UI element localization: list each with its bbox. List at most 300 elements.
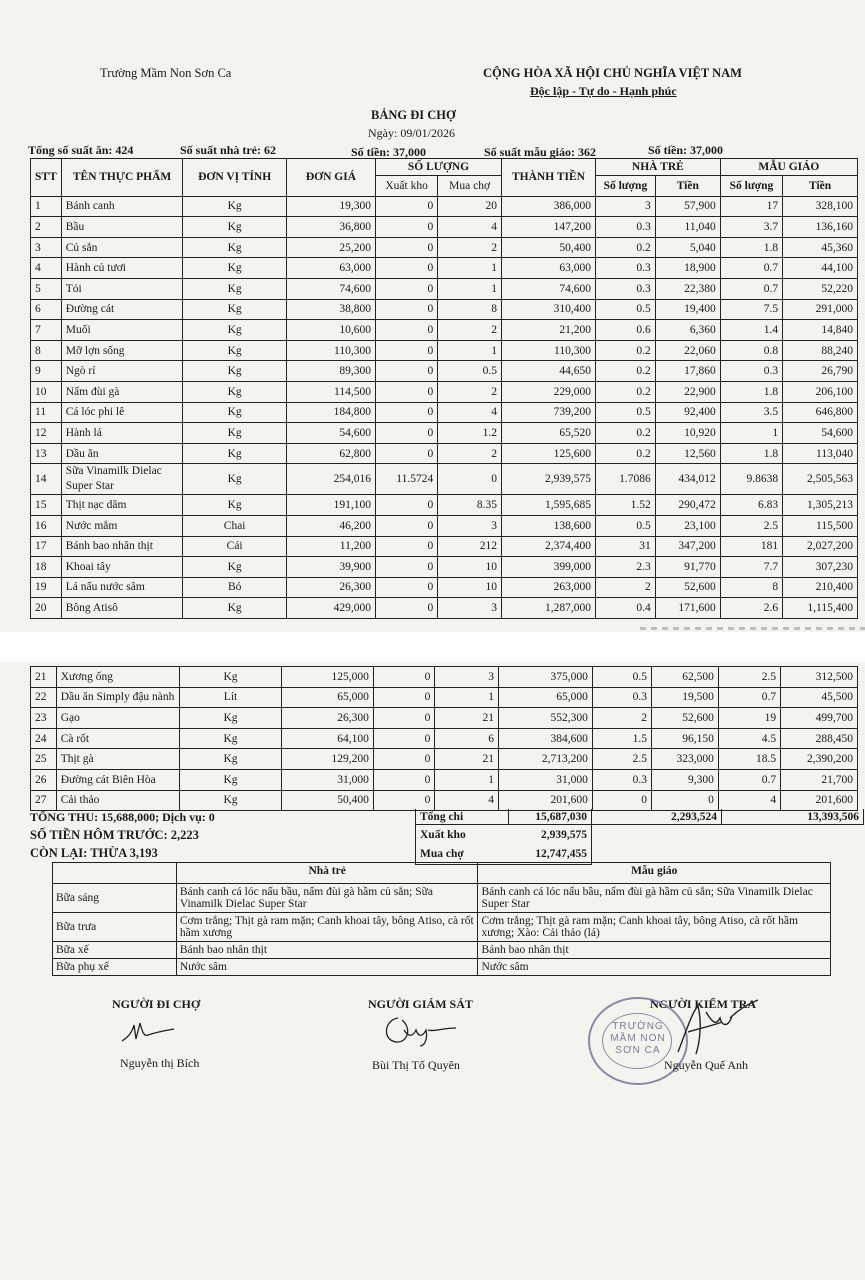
row-amount: 21,200 [501,320,595,341]
row-unit: Cái [183,536,287,557]
row-price: 254,016 [286,464,375,495]
nursery-price: Số tiền: 37,000 [351,145,426,159]
row-buy: 4 [438,217,502,238]
row-amount: 125,600 [501,443,595,464]
row-kinder-qty: 1 [720,423,782,444]
row-stt: 24 [31,728,57,749]
table-row [31,536,858,557]
row-export: 0 [376,577,438,598]
row-amount: 44,650 [501,361,595,382]
row-name: Bông Atisô [61,598,183,619]
row-stt: 20 [31,598,62,619]
row-export: 0 [376,557,438,578]
row-buy: 10 [438,557,502,578]
table-row [31,443,858,464]
row-stt: 16 [31,515,62,536]
row-kinder-money: 45,500 [781,687,858,708]
meal-nursery: Cơm trắng; Thịt gà ram mặn; Canh khoai tây, bông Atiso, cà rốt hầm xương [176,913,478,942]
row-unit: Kg [183,196,287,217]
row-kinder-money: 2,027,200 [783,536,858,557]
row-name: Củ sắn [61,237,183,258]
row-price: 429,000 [286,598,375,619]
row-name: Muối [61,320,183,341]
header-quantity: SỐ LƯỢNG [376,159,502,176]
row-buy: 1 [438,278,502,299]
row-price: 191,100 [286,495,375,516]
row-kinder-qty: 181 [720,536,782,557]
row-stt: 7 [31,320,62,341]
row-nursery-money: 22,900 [655,381,720,402]
row-kinder-qty: 7.5 [720,299,782,320]
meal-label: Bữa sáng [53,884,177,913]
row-amount: 263,000 [501,577,595,598]
row-nursery-qty: 0.4 [595,598,655,619]
row-export: 0 [376,402,438,423]
row-name: Thịt nạc dăm [61,495,183,516]
header-export: Xuất kho [376,176,438,197]
row-kinder-money: 113,040 [783,443,858,464]
row-amount: 65,000 [499,687,593,708]
row-nursery-qty: 2 [595,577,655,598]
row-buy: 3 [438,515,502,536]
row-price: 26,300 [282,708,374,729]
row-unit: Kg [183,217,287,238]
row-export: 0 [376,340,438,361]
row-nursery-qty: 0 [592,790,651,811]
table-row [31,687,858,708]
table-row [31,196,858,217]
row-amount: 1,595,685 [501,495,595,516]
table-row [31,749,858,770]
row-stt: 8 [31,340,62,361]
row-export: 0 [376,536,438,557]
row-unit: Kg [183,402,287,423]
row-export: 0 [376,495,438,516]
row-nursery-qty: 0.3 [595,278,655,299]
row-nursery-qty: 0.5 [595,515,655,536]
row-price: 184,800 [286,402,375,423]
meal-label: Bữa xế [53,942,177,959]
header-price: ĐƠN GIÁ [286,159,375,197]
row-nursery-money: 91,770 [655,557,720,578]
row-kinder-qty: 1.8 [720,443,782,464]
row-kinder-qty: 3.7 [720,217,782,238]
row-kinder-qty: 3.5 [720,402,782,423]
row-buy: 4 [438,402,502,423]
row-stt: 4 [31,258,62,279]
row-export: 0 [376,361,438,382]
row-export: 0 [373,749,434,770]
header-buy: Mua chợ [438,176,502,197]
row-kinder-qty: 18.5 [718,749,780,770]
row-export: 0 [373,667,434,688]
table-row [31,464,858,495]
table-row [31,340,858,361]
row-kinder-qty: 4.5 [718,728,780,749]
meal-header-kinder: Mẫu giáo [478,863,831,884]
row-buy: 3 [438,598,502,619]
previous-balance: SỐ TIỀN HÔM TRƯỚC: 2,223 [30,828,199,842]
row-name: Nước mắm [61,515,183,536]
row-kinder-qty: 1.4 [720,320,782,341]
row-amount: 138,600 [501,515,595,536]
row-stt: 14 [31,464,62,495]
table-row [31,320,858,341]
row-export: 0 [376,258,438,279]
row-amount: 63,000 [501,258,595,279]
row-unit: Kg [183,423,287,444]
row-nursery-money: 22,380 [655,278,720,299]
row-price: 125,000 [282,667,374,688]
buyer-signature [118,1015,178,1045]
row-unit: Kg [183,464,287,495]
row-amount: 110,300 [501,340,595,361]
export-value: 2,939,575 [509,825,592,845]
row-stt: 2 [31,217,62,238]
row-export: 0 [373,687,434,708]
row-nursery-qty: 0.2 [595,340,655,361]
header-name: TÊN THỰC PHẨM [61,159,183,197]
row-amount: 552,300 [499,708,593,729]
row-kinder-qty: 2.6 [720,598,782,619]
food-table [30,158,858,619]
meal-nursery: Bánh bao nhân thịt [176,942,478,959]
row-nursery-qty: 0.3 [592,687,651,708]
row-nursery-qty: 0.5 [595,402,655,423]
row-name: Bánh canh [61,196,183,217]
row-kinder-money: 312,500 [781,667,858,688]
row-nursery-qty: 0.2 [595,423,655,444]
row-export: 11.5724 [376,464,438,495]
row-amount: 74,600 [501,278,595,299]
row-buy: 3 [435,667,499,688]
table-row [31,381,858,402]
school-name: Trường Mầm Non Sơn Ca [100,66,232,80]
row-export: 0 [376,237,438,258]
table-row [31,515,858,536]
row-amount: 1,287,000 [501,598,595,619]
row-kinder-money: 88,240 [783,340,858,361]
row-price: 46,200 [286,515,375,536]
row-stt: 5 [31,278,62,299]
row-kinder-qty: 1.8 [720,381,782,402]
row-buy: 6 [435,728,499,749]
row-unit: Kg [183,320,287,341]
row-name: Dầu ăn [61,443,183,464]
row-amount: 2,939,575 [501,464,595,495]
row-price: 31,000 [282,769,374,790]
header-kinder: MẪU GIÁO [720,159,857,176]
remaining-balance: CÒN LẠI: THỪA 3,193 [30,846,158,860]
row-name: Cải thảo [56,790,179,811]
supervisor-signature [378,1012,458,1048]
row-kinder-money: 21,700 [781,769,858,790]
row-stt: 10 [31,381,62,402]
buy-label: Mua chợ [416,845,509,865]
row-buy: 2 [438,237,502,258]
row-stt: 3 [31,237,62,258]
row-price: 114,500 [286,381,375,402]
row-nursery-money: 17,860 [655,361,720,382]
header-amount: THÀNH TIỀN [501,159,595,197]
row-export: 0 [373,708,434,729]
meal-header-nursery: Nhà trẻ [176,863,478,884]
row-buy: 4 [435,790,499,811]
row-export: 0 [376,299,438,320]
row-name: Dầu ăn Simply đậu nành [56,687,179,708]
row-nursery-money: 12,560 [655,443,720,464]
row-kinder-qty: 0.7 [720,278,782,299]
row-kinder-money: 206,100 [783,381,858,402]
row-nursery-money: 57,900 [655,196,720,217]
export-label: Xuất kho [416,825,509,845]
nursery-meals: Số suất nhà trẻ: 62 [180,143,277,157]
meal-label: Bữa phụ xế [53,959,177,976]
kinder-total: 13,393,506 [722,809,864,825]
row-nursery-qty: 0.2 [595,443,655,464]
table-row [31,423,858,444]
nation-title: CỘNG HÒA XÃ HỘI CHỦ NGHĨA VIỆT NAM [483,66,742,80]
row-name: Bánh bao nhân thịt [61,536,183,557]
row-name: Mỡ lợn sống [61,340,183,361]
row-kinder-money: 291,000 [783,299,858,320]
row-price: 36,800 [286,217,375,238]
row-stt: 23 [31,708,57,729]
stamp-line-1: TRƯỜNG [612,1021,664,1032]
row-unit: Kg [183,340,287,361]
table-row [31,728,858,749]
row-kinder-money: 2,390,200 [781,749,858,770]
row-kinder-qty: 17 [720,196,782,217]
row-amount: 50,400 [501,237,595,258]
row-name: Sữa Vinamilk Dielac Super Star [61,464,183,495]
row-buy: 1 [435,769,499,790]
row-nursery-qty: 0.3 [592,769,651,790]
row-unit: Kg [179,790,282,811]
row-buy: 1 [435,687,499,708]
row-amount: 399,000 [501,557,595,578]
row-unit: Kg [183,381,287,402]
table-row [31,790,858,811]
row-stt: 18 [31,557,62,578]
row-price: 26,300 [286,577,375,598]
row-price: 89,300 [286,361,375,382]
row-nursery-money: 9,300 [651,769,718,790]
table-row [31,299,858,320]
row-unit: Kg [183,299,287,320]
row-unit: Kg [183,598,287,619]
row-nursery-money: 171,600 [655,598,720,619]
row-nursery-qty: 0.6 [595,320,655,341]
row-nursery-money: 96,150 [651,728,718,749]
row-nursery-qty: 0.2 [595,237,655,258]
row-unit: Kg [183,557,287,578]
row-nursery-qty: 31 [595,536,655,557]
row-unit: Kg [179,769,282,790]
nursery-total: 2,293,524 [592,809,722,825]
table-row [31,598,858,619]
row-unit: Kg [179,728,282,749]
row-price: 25,200 [286,237,375,258]
table-row [31,258,858,279]
row-buy: 0 [438,464,502,495]
row-nursery-money: 52,600 [655,577,720,598]
row-buy: 1 [438,340,502,361]
table-row [31,667,858,688]
total-out-label: Tổng chi [416,809,509,825]
row-stt: 21 [31,667,57,688]
row-kinder-money: 499,700 [781,708,858,729]
row-kinder-money: 14,840 [783,320,858,341]
row-kinder-money: 328,100 [783,196,858,217]
row-kinder-qty: 1.8 [720,237,782,258]
row-name: Tỏi [61,278,183,299]
inspector-name: Nguyễn Quế Anh [664,1058,748,1072]
row-kinder-money: 2,505,563 [783,464,858,495]
row-kinder-money: 210,400 [783,577,858,598]
header-nursery-money: Tiền [655,176,720,197]
row-nursery-qty: 2.3 [595,557,655,578]
row-export: 0 [376,278,438,299]
row-nursery-money: 5,040 [655,237,720,258]
table-row [31,708,858,729]
row-nursery-qty: 1.5 [592,728,651,749]
row-amount: 31,000 [499,769,593,790]
buyer-title: NGƯỜI ĐI CHỢ [112,997,201,1011]
row-kinder-money: 1,115,400 [783,598,858,619]
row-kinder-money: 54,600 [783,423,858,444]
row-unit: Kg [183,361,287,382]
row-kinder-money: 1,305,213 [783,495,858,516]
inspector-signature [672,992,762,1062]
row-kinder-qty: 7.7 [720,557,782,578]
row-name: Thịt gà [56,749,179,770]
meal-plan-table [52,862,831,976]
row-price: 38,800 [286,299,375,320]
row-export: 0 [373,769,434,790]
tear-line [640,627,865,630]
row-amount: 375,000 [499,667,593,688]
meal-row [53,942,831,959]
table-row [31,278,858,299]
header-kinder-qty: Số lượng [720,176,782,197]
row-name: Xương ống [56,667,179,688]
row-stt: 19 [31,577,62,598]
row-buy: 2 [438,443,502,464]
row-amount: 2,713,200 [499,749,593,770]
meal-nursery: Nước sâm [176,959,478,976]
meal-kinder: Nước sâm [478,959,831,976]
row-amount: 386,000 [501,196,595,217]
row-price: 74,600 [286,278,375,299]
row-buy: 0.5 [438,361,502,382]
row-name: Nấm đùi gà [61,381,183,402]
row-price: 39,900 [286,557,375,578]
row-nursery-money: 347,200 [655,536,720,557]
row-price: 129,200 [282,749,374,770]
row-nursery-qty: 0.5 [592,667,651,688]
row-export: 0 [373,728,434,749]
row-kinder-money: 44,100 [783,258,858,279]
kinder-meals: Số suất mẫu giáo: 362 [484,145,597,159]
row-buy: 1.2 [438,423,502,444]
row-kinder-money: 52,220 [783,278,858,299]
row-unit: Kg [179,749,282,770]
row-unit: Kg [183,237,287,258]
row-kinder-money: 288,450 [781,728,858,749]
totals-table [415,809,864,865]
row-export: 0 [373,790,434,811]
row-nursery-money: 18,900 [655,258,720,279]
row-export: 0 [376,598,438,619]
row-stt: 9 [31,361,62,382]
header-kinder-money: Tiền [783,176,858,197]
meal-label: Bữa trưa [53,913,177,942]
row-kinder-money: 646,800 [783,402,858,423]
row-kinder-qty: 4 [718,790,780,811]
stamp-line-3: SƠN CA [615,1045,661,1056]
row-nursery-money: 11,040 [655,217,720,238]
header-unit: ĐƠN VỊ TÍNH [183,159,287,197]
buyer-name: Nguyễn thị Bích [120,1056,200,1070]
row-name: Bầu [61,217,183,238]
row-unit: Kg [183,258,287,279]
row-buy: 8 [438,299,502,320]
row-price: 11,200 [286,536,375,557]
meal-row [53,959,831,976]
row-amount: 384,600 [499,728,593,749]
row-kinder-money: 307,230 [783,557,858,578]
row-kinder-money: 136,160 [783,217,858,238]
row-price: 50,400 [282,790,374,811]
row-stt: 15 [31,495,62,516]
row-nursery-qty: 0.2 [595,361,655,382]
row-price: 10,600 [286,320,375,341]
row-stt: 11 [31,402,62,423]
row-export: 0 [376,196,438,217]
meal-row [53,913,831,942]
row-stt: 17 [31,536,62,557]
row-nursery-money: 434,012 [655,464,720,495]
row-amount: 229,000 [501,381,595,402]
row-nursery-money: 6,360 [655,320,720,341]
row-buy: 20 [438,196,502,217]
row-name: Ngò rí [61,361,183,382]
row-price: 63,000 [286,258,375,279]
row-stt: 6 [31,299,62,320]
row-kinder-qty: 2.5 [720,515,782,536]
kinder-price: Số tiền: 37,000 [648,143,723,157]
row-nursery-money: 62,500 [651,667,718,688]
row-name: Đường cát Biên Hòa [56,769,179,790]
row-nursery-qty: 0.3 [595,258,655,279]
row-kinder-qty: 19 [718,708,780,729]
row-buy: 212 [438,536,502,557]
meal-kinder: Bánh canh cá lóc nấu bầu, nấm đùi gà hầm củ sắn; Sữa Vinamilk Dielac Super Star [478,884,831,913]
row-nursery-qty: 1.7086 [595,464,655,495]
header-nursery-qty: Số lượng [595,176,655,197]
row-unit: Kg [179,708,282,729]
row-price: 54,600 [286,423,375,444]
row-kinder-money: 26,790 [783,361,858,382]
row-nursery-qty: 0.3 [595,217,655,238]
row-name: Cà rốt [56,728,179,749]
table-row [31,237,858,258]
row-nursery-money: 290,472 [655,495,720,516]
row-nursery-money: 10,920 [655,423,720,444]
table-row [31,361,858,382]
row-stt: 13 [31,443,62,464]
